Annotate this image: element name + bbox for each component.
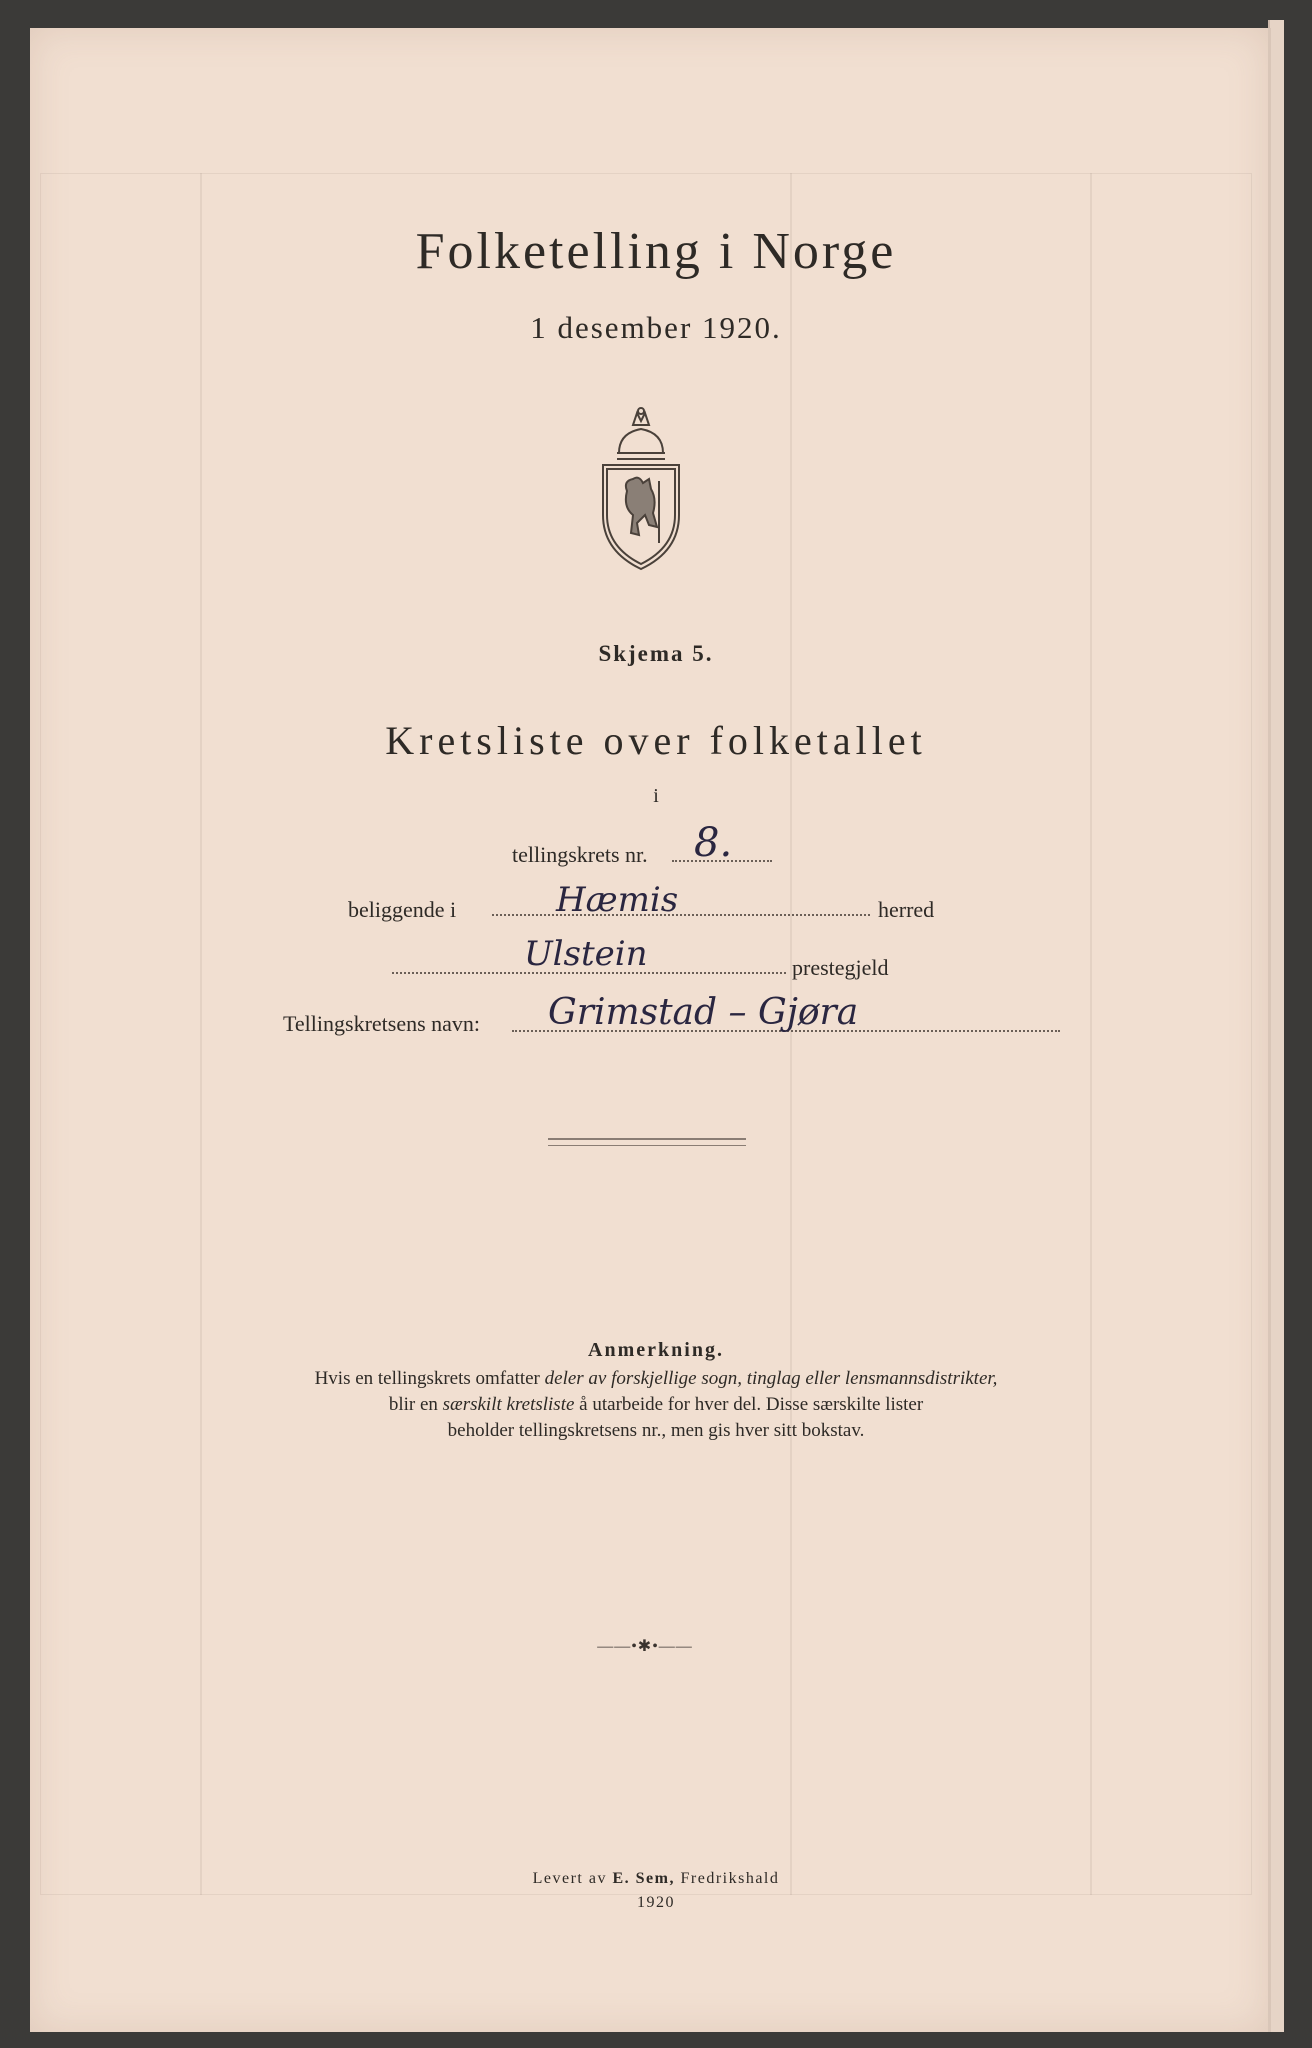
connector-word: i xyxy=(653,785,659,807)
printer-prefix: Levert av xyxy=(532,1870,613,1887)
prestegjeld-suffix: prestegjeld xyxy=(792,955,889,980)
navn-value: Grimstad – Gjøra xyxy=(548,992,859,1033)
krets-value: 8. xyxy=(694,820,733,866)
printer-name: E. Sem, xyxy=(612,1870,675,1887)
note-heading: Anmerkning. xyxy=(588,1339,724,1361)
divider-top xyxy=(548,1138,746,1140)
prestegjeld-value: Ulstein xyxy=(524,934,648,974)
herred-field[interactable] xyxy=(492,886,870,916)
coat-of-arms-icon xyxy=(593,403,689,573)
ornament-divider: ——•✱•—— xyxy=(597,1638,693,1655)
note-line-1-text: Hvis en tellingskrets omfatter xyxy=(314,1368,545,1389)
note-line-1-emphasis: deler av forskjellige sogn, tinglag eller lensmannsdistrikter, xyxy=(544,1368,998,1389)
herred-value: Hæmis xyxy=(556,880,679,920)
form-heading: Kretsliste over folketallet xyxy=(385,718,927,763)
note-line-2 xyxy=(0,1392,1312,1417)
note-line-1 xyxy=(0,1366,1312,1391)
krets-label: tellingskrets nr. xyxy=(512,842,648,867)
bleed-through-column xyxy=(200,173,202,1895)
note-line-3: beholder tellingskretsens nr., men gis hver sitt bokstav. xyxy=(447,1420,865,1441)
note-line-2-text: blir en xyxy=(388,1394,443,1415)
navn-label: Tellingskretsens navn: xyxy=(283,1011,481,1036)
printer-place: Fredrikshald xyxy=(674,1870,780,1887)
note-line-2-tail: å utarbeide for hver del. Disse særskilte lister xyxy=(574,1394,924,1415)
printer-line xyxy=(0,1870,1312,1888)
bleed-through-column xyxy=(790,173,792,1895)
herred-suffix: herred xyxy=(878,897,935,922)
herred-prefix: beliggende i xyxy=(348,897,457,922)
printer-year: 1920 xyxy=(637,1894,675,1911)
page-title: Folketelling i Norge xyxy=(415,223,897,280)
schema-number: Skjema 5. xyxy=(598,641,714,666)
bleed-through-column xyxy=(1090,173,1092,1895)
census-date: 1 desember 1920. xyxy=(530,310,782,345)
divider-bottom xyxy=(548,1145,746,1146)
note-line-2-emphasis: særskilt kretsliste xyxy=(442,1394,575,1415)
